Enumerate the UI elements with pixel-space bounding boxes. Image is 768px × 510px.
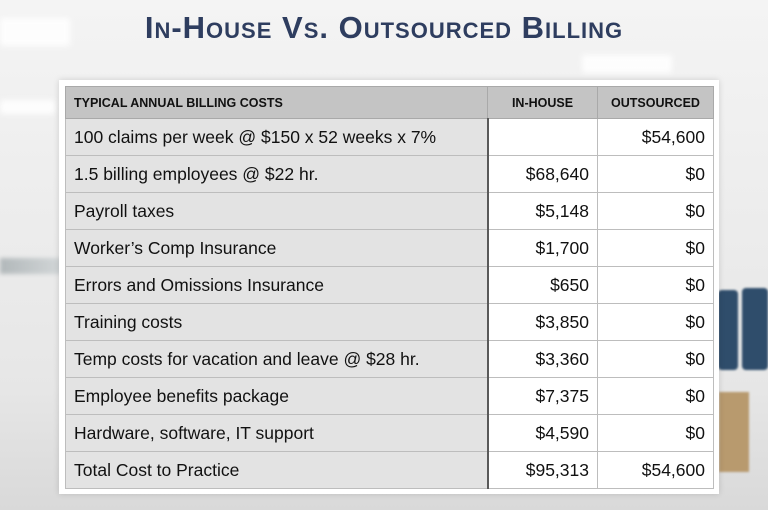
cost-table-panel [59,80,719,494]
table-row [66,230,714,267]
in-house-value: $7,375 [488,378,598,415]
row-label: Training costs [66,304,488,341]
outsourced-value: $0 [598,267,714,304]
row-label: Employee benefits package [66,378,488,415]
column-header-item: TYPICAL ANNUAL BILLING COSTS [66,87,488,119]
outsourced-value: $0 [598,415,714,452]
in-house-value: $3,850 [488,304,598,341]
table-row [66,378,714,415]
background-ceiling-light [0,100,55,114]
row-label: Hardware, software, IT support [66,415,488,452]
table-row [66,119,714,156]
in-house-value: $650 [488,267,598,304]
table-row [66,193,714,230]
row-label: Errors and Omissions Insurance [66,267,488,304]
outsourced-value: $0 [598,230,714,267]
outsourced-value: $54,600 [598,119,714,156]
table-row [66,267,714,304]
row-label: 100 claims per week @ $150 x 52 weeks x 7% [66,119,488,156]
table-row [66,341,714,378]
background-table [719,392,749,472]
table-header-row [66,87,714,119]
outsourced-value: $0 [598,156,714,193]
in-house-value [488,119,598,156]
background-chair [742,288,768,370]
table-row-total [66,452,714,489]
cost-comparison-table [65,86,714,489]
table-row [66,304,714,341]
in-house-value: $5,148 [488,193,598,230]
background-chair [718,290,738,370]
table-row [66,415,714,452]
total-label: Total Cost to Practice [66,452,488,489]
background-ceiling-light [582,55,672,73]
in-house-value: $68,640 [488,156,598,193]
outsourced-value: $0 [598,193,714,230]
background-wall-strip [0,258,62,274]
row-label: Worker’s Comp Insurance [66,230,488,267]
total-outsourced-value: $54,600 [598,452,714,489]
row-label: 1.5 billing employees @ $22 hr. [66,156,488,193]
outsourced-value: $0 [598,304,714,341]
row-label: Temp costs for vacation and leave @ $28 hr. [66,341,488,378]
page-title: In-House Vs. Outsourced Billing [144,10,624,45]
column-header-in-house: IN-HOUSE [488,87,598,119]
row-label: Payroll taxes [66,193,488,230]
column-header-outsourced: OUTSOURCED [598,87,714,119]
in-house-value: $3,360 [488,341,598,378]
table-row [66,156,714,193]
in-house-value: $1,700 [488,230,598,267]
total-in-house-value: $95,313 [488,452,598,489]
in-house-value: $4,590 [488,415,598,452]
outsourced-value: $0 [598,378,714,415]
outsourced-value: $0 [598,341,714,378]
